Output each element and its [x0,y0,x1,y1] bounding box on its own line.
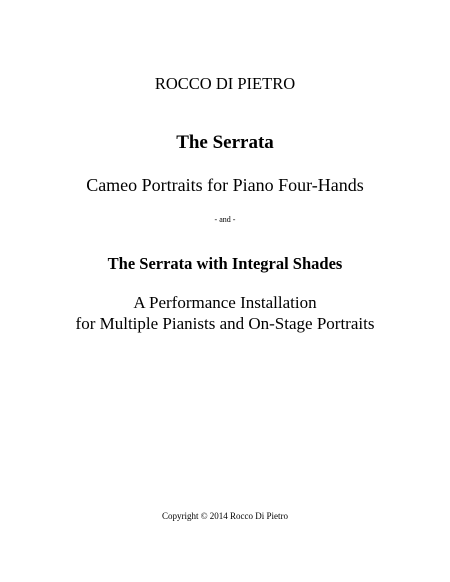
work-title-integral-shades: The Serrata with Integral Shades [107,254,343,273]
author-name: ROCCO DI PIETRO [154,74,296,93]
work-subtitle-installation-line2: for Multiple Pianists and On-Stage Portraits [75,314,375,333]
copyright-notice: Copyright © 2014 Rocco Di Pietro [161,511,289,521]
work-title-serrata: The Serrata [176,132,274,153]
work-subtitle-installation-line1: A Performance Installation [133,293,317,312]
work-subtitle-cameo: Cameo Portraits for Piano Four-Hands [86,175,364,195]
and-separator: - and - [214,215,236,224]
